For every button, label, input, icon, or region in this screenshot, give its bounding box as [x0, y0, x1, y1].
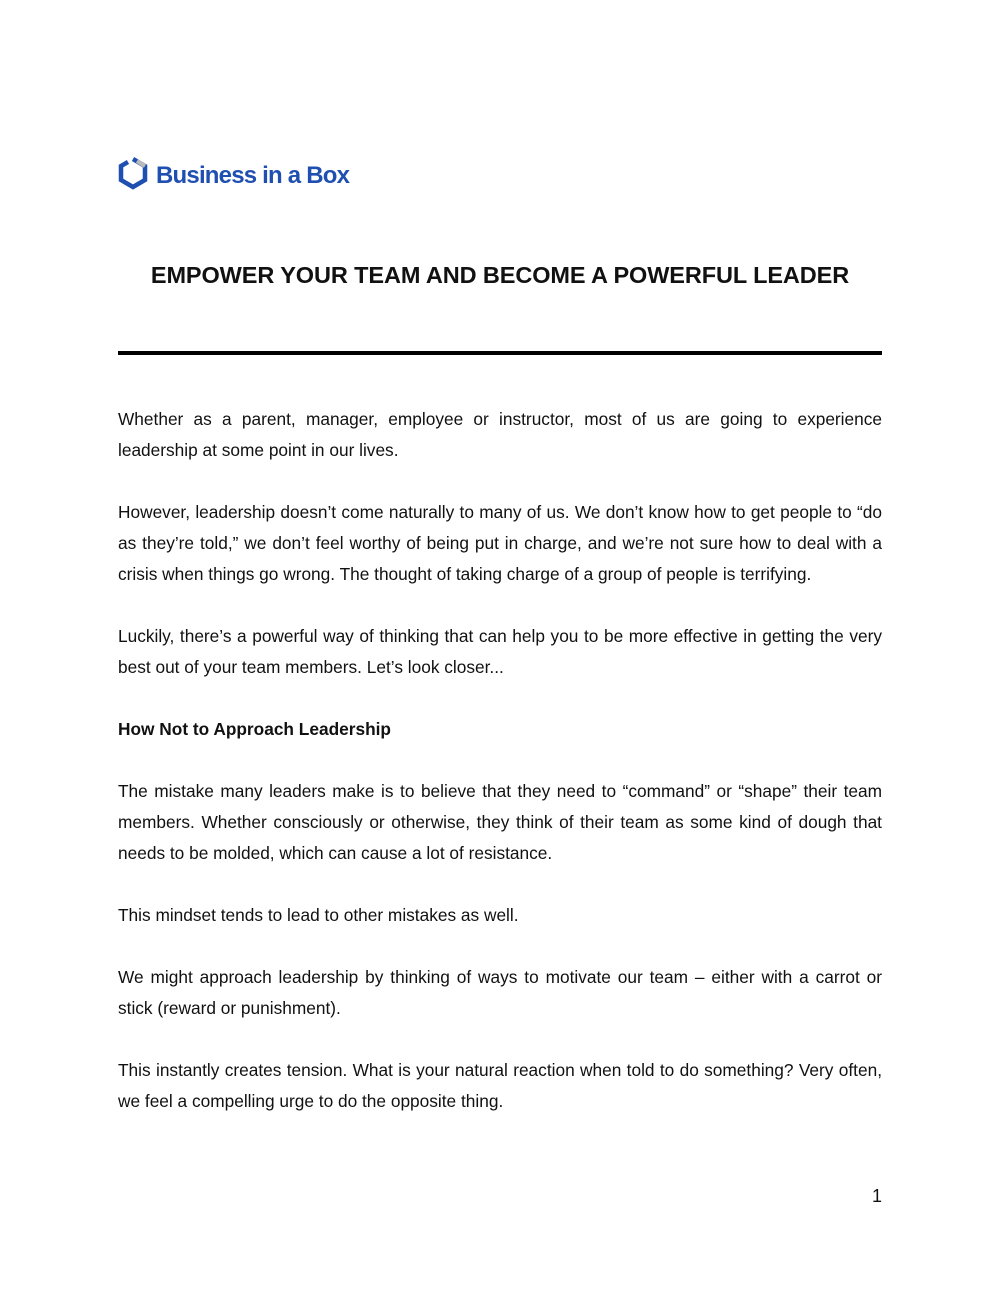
paragraph: However, leadership doesn’t come naturally to many of us. We don’t know how to get people to “do as they’re told,” we don’t feel worthy of being put in charge, and we’re not sure how to deal with a crisis when things go wrong. The thought of taking charge of a group of people is terrifying.: [118, 502, 882, 584]
section-heading: How Not to Approach Leadership: [118, 719, 391, 739]
title-divider: [118, 351, 882, 355]
page-number: 1: [871, 1186, 882, 1206]
paragraph: This mindset tends to lead to other mistakes as well.: [118, 905, 519, 925]
logo: [118, 156, 349, 195]
paragraph: This instantly creates tension. What is your natural reaction when told to do something? Very often, we feel a compelling urge to do the opposite thing.: [118, 1060, 882, 1111]
paragraph: Whether as a parent, manager, employee or instructor, most of us are going to experience leadership at some point in our lives.: [118, 409, 882, 460]
paragraph: We might approach leadership by thinking of ways to motivate our team – either with a carrot or stick (reward or punishment).: [118, 967, 882, 1018]
logo-text: Business in a Box: [156, 161, 350, 189]
hexagon-logo-icon: [118, 156, 148, 195]
document-title: EMPOWER YOUR TEAM AND BECOME A POWERFUL LEADER: [150, 262, 850, 288]
document-body: [118, 404, 882, 1148]
paragraph: The mistake many leaders make is to believe that they need to “command” or “shape” their team members. Whether consciously or otherwise, they think of their team as some kind of dough that needs to be molded, which can cause a lot of resistance.: [118, 781, 882, 863]
paragraph: Luckily, there’s a powerful way of thinking that can help you to be more effective in getting the very best out of your team members. Let’s look closer...: [118, 626, 882, 677]
